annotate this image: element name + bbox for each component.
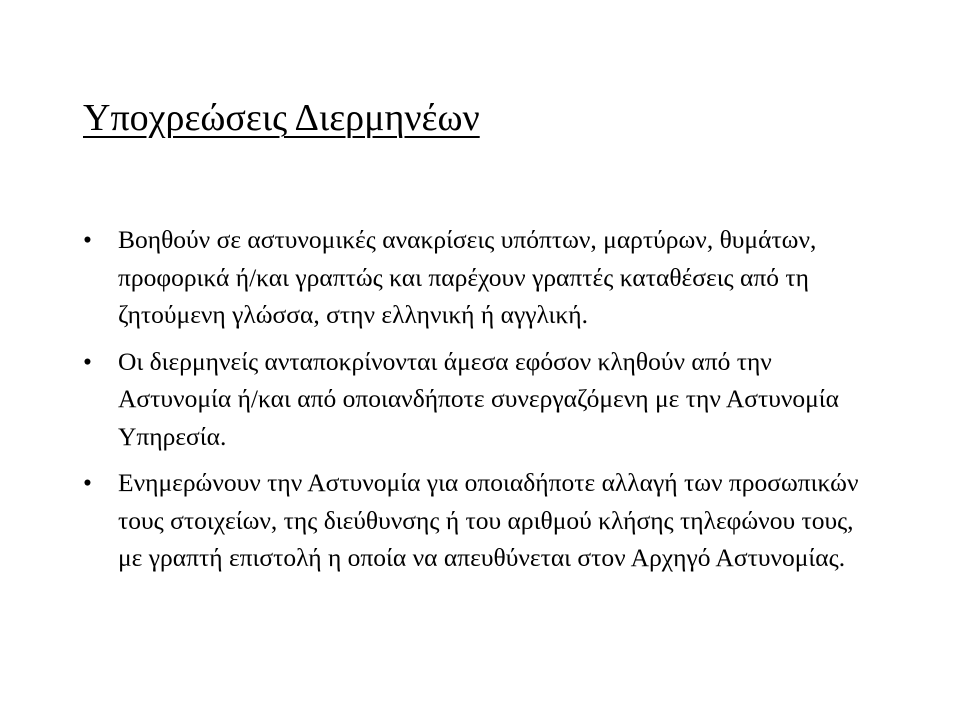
bullet-item bbox=[83, 221, 883, 334]
bullet-item bbox=[83, 464, 883, 577]
bullet-item bbox=[83, 343, 883, 456]
bullet-dot-icon: • bbox=[83, 346, 92, 376]
bullet-dot-icon: • bbox=[83, 468, 92, 497]
slide-title: Υποχρεώσεις Διερμηνέων bbox=[83, 97, 480, 139]
bullet-dot-icon: • bbox=[83, 225, 92, 254]
bullet-text: Οι διερμηνείς ανταποκρίνονται άμεσα εφόσον κληθούν από την Αστυνομία ή/και από οποιανδήποτε συνεργαζόμενη με την Αστυνομία Υπηρεσία. bbox=[118, 346, 840, 451]
bullet-text: Βοηθούν σε αστυνομικές ανακρίσεις υπόπτων, μαρτύρων, θυμάτων, προφορικά ή/και γραπτώς και παρέχουν γραπτές καταθέσεις από τη ζητούμενη γλώσσα, στην ελληνική ή αγγλική. bbox=[118, 225, 817, 329]
bullet-list bbox=[83, 221, 883, 586]
bullet-text: Ενημερώνουν την Αστυνομία για οποιαδήποτε αλλαγή των προσωπικών τους στοιχείων, της διεύθυνσης ή του αριθμού κλήσης τηλεφώνου τους, με γραπτή επιστολή η οποία να απευθύνεται στον Αρχηγό Αστυνομίας. bbox=[118, 468, 859, 572]
